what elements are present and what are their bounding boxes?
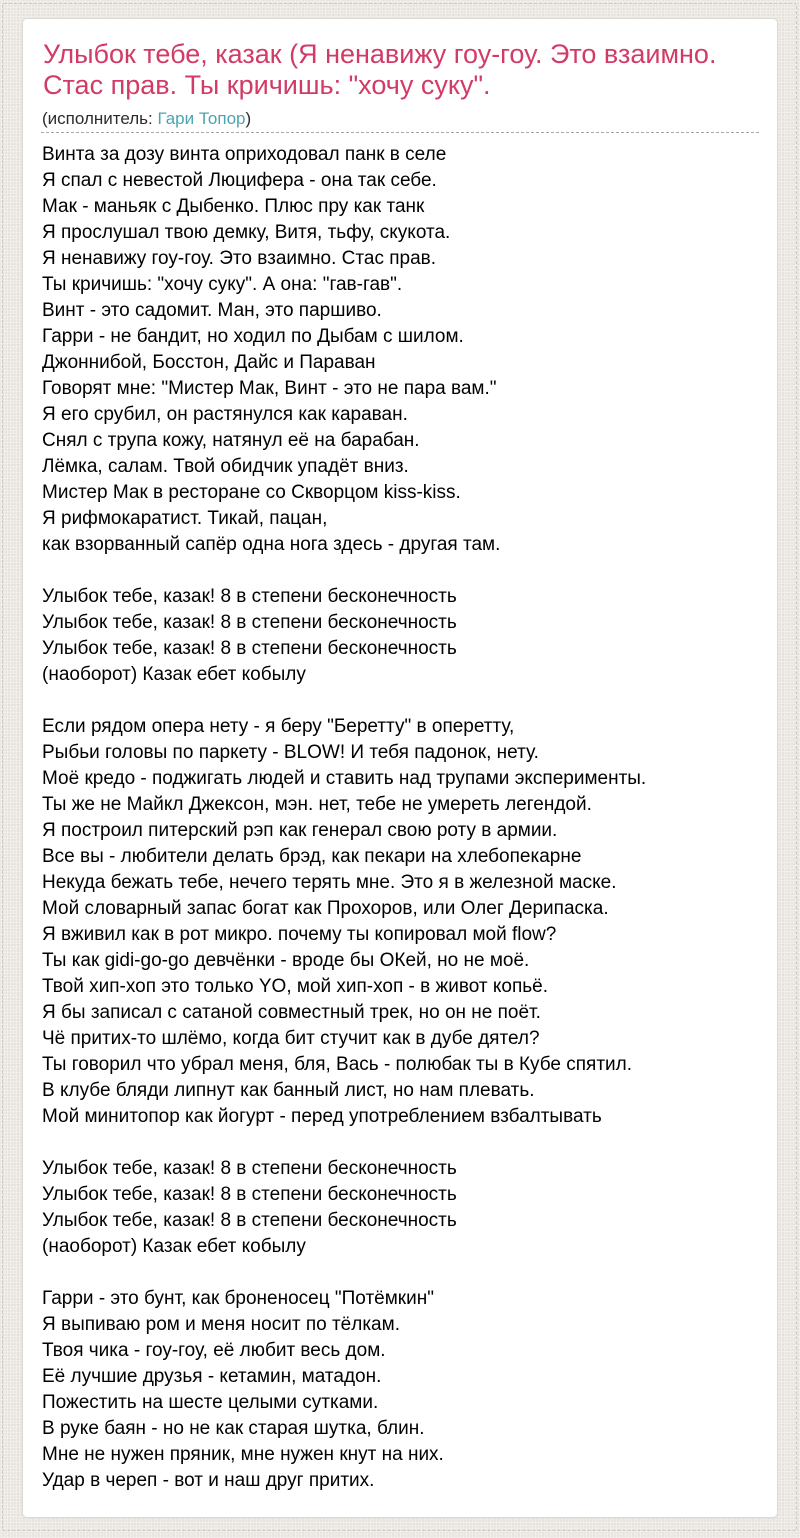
lyric-line: Улыбок тебе, казак! 8 в степени бесконечность bbox=[42, 612, 457, 633]
lyric-line: как взорванный сапёр одна нога здесь - другая там. bbox=[42, 534, 501, 555]
lyric-line: Я рифмокаратист. Тикай, пацан, bbox=[42, 508, 328, 529]
lyric-line: Я спал с невестой Люцифера - она так себе. bbox=[42, 170, 437, 191]
lyric-line: Я прослушал твою демку, Витя, тьфу, скукота. bbox=[42, 222, 451, 243]
lyric-line: Улыбок тебе, казак! 8 в степени бесконечность bbox=[42, 1184, 457, 1205]
lyric-line: Ты же не Майкл Джексон, мэн. нет, тебе не умереть легендой. bbox=[42, 794, 592, 815]
lyric-line: Ты кричишь: "хочу суку". А она: "гав-гав". bbox=[42, 274, 403, 295]
lyric-line: Твой хип-хоп это только YO, мой хип-хоп - в живот копьё. bbox=[42, 976, 548, 997]
lyrics-card bbox=[22, 18, 778, 1518]
lyric-line: Я вживил как в рот микро. почему ты копировал мой flow? bbox=[42, 924, 557, 945]
stanza bbox=[42, 584, 759, 688]
artist-close-paren: ) bbox=[245, 109, 252, 128]
lyric-line: Мне не нужен пряник, мне нужен кнут на них. bbox=[42, 1444, 444, 1465]
lyric-line: Мак - маньяк с Дыбенко. Плюс пру как танк bbox=[42, 196, 425, 217]
lyric-line: Гарри - это бунт, как броненосец "Потёмкин" bbox=[42, 1288, 434, 1309]
lyric-line: В руке баян - но не как старая шутка, блин. bbox=[42, 1418, 425, 1439]
lyric-line: Улыбок тебе, казак! 8 в степени бесконечность bbox=[42, 1210, 457, 1231]
lyric-line: Моё кредо - поджигать людей и ставить над трупами эксперименты. bbox=[42, 768, 647, 789]
lyric-line: Чё притих-то шлёмо, когда бит стучит как в дубе дятел? bbox=[42, 1028, 540, 1049]
lyric-line: Я бы записал с сатаной совместный трек, но он не поёт. bbox=[42, 1002, 541, 1023]
lyric-line: Ты говорил что убрал меня, бля, Вась - полюбак ты в Кубе спятил. bbox=[42, 1054, 633, 1075]
lyric-line: Все вы - любители делать брэд, как пекари на хлебопекарне bbox=[42, 846, 582, 867]
lyric-line: Удар в череп - вот и наш друг притих. bbox=[42, 1470, 375, 1491]
lyric-line: Я построил питерский рэп как генерал свою роту в армии. bbox=[42, 820, 558, 841]
stanza bbox=[42, 714, 759, 1130]
lyric-line: Снял с трупа кожу, натянул её на барабан. bbox=[42, 430, 420, 451]
lyric-line: Гарри - не бандит, но ходил по Дыбам с шилом. bbox=[42, 326, 464, 347]
lyric-line: Твоя чика - гоу-гоу, её любит весь дом. bbox=[42, 1340, 386, 1361]
lyrics bbox=[41, 142, 759, 1494]
page-title: Улыбок тебе, казак (Я ненавижу гоу-гоу. Это взаимно. Стас прав. Ты кричишь: "хочу суку". bbox=[43, 39, 717, 100]
stanza bbox=[42, 142, 759, 558]
lyric-line: (наоборот) Казак ебет кобылу bbox=[42, 1236, 306, 1257]
lyric-line: Улыбок тебе, казак! 8 в степени бесконечность bbox=[42, 586, 457, 607]
lyric-line: Улыбок тебе, казак! 8 в степени бесконечность bbox=[42, 638, 457, 659]
lyric-line: Рыбьи головы по паркету - BLOW! И тебя падонок, нету. bbox=[42, 742, 539, 763]
lyric-line: Ты как gidi-go-go девчёнки - вроде бы ОКей, но не моё. bbox=[42, 950, 530, 971]
lyric-line: Я ненавижу гоу-гоу. Это взаимно. Стас прав. bbox=[42, 248, 437, 269]
lyric-line: Её лучшие друзья - кетамин, матадон. bbox=[42, 1366, 382, 1387]
lyric-line: Некуда бежать тебе, нечего терять мне. Это я в железной маске. bbox=[42, 872, 617, 893]
lyric-line: Мой словарный запас богат как Прохоров, или Олег Дерипаска. bbox=[42, 898, 609, 919]
lyric-line: Я выпиваю ром и меня носит по тёлкам. bbox=[42, 1314, 400, 1335]
stanza bbox=[42, 1286, 759, 1494]
lyric-line: Если рядом опера нету - я беру "Беретту" в оперетту, bbox=[42, 716, 515, 737]
lyric-line: В клубе бляди липнут как банный лист, но нам плевать. bbox=[42, 1080, 535, 1101]
stanza bbox=[42, 1156, 759, 1260]
lyric-line: Мистер Мак в ресторане со Скворцом kiss-kiss. bbox=[42, 482, 461, 503]
lyric-line: Мой минитопор как йогурт - перед употреблением взбалтывать bbox=[42, 1106, 602, 1127]
lyric-line: Пожестить на шесте целыми сутками. bbox=[42, 1392, 379, 1413]
lyric-line: Говорят мне: "Мистер Мак, Винт - это не пара вам." bbox=[42, 378, 497, 399]
artist-link[interactable]: Гари Топор bbox=[157, 109, 246, 128]
lyric-line: Я его срубил, он растянулся как караван. bbox=[42, 404, 408, 425]
lyric-line: Джоннибой, Босстон, Дайс и Параван bbox=[42, 352, 376, 373]
lyric-line: Улыбок тебе, казак! 8 в степени бесконечность bbox=[42, 1158, 457, 1179]
lyric-line: Лёмка, салам. Твой обидчик упадёт вниз. bbox=[42, 456, 409, 477]
artist-line bbox=[41, 108, 759, 133]
lyric-line: Винта за дозу винта оприходовал панк в селе bbox=[42, 144, 447, 165]
lyric-line: Винт - это садомит. Ман, это паршиво. bbox=[42, 300, 382, 321]
lyric-line: (наоборот) Казак ебет кобылу bbox=[42, 664, 306, 685]
artist-label: (исполнитель: bbox=[42, 109, 153, 128]
